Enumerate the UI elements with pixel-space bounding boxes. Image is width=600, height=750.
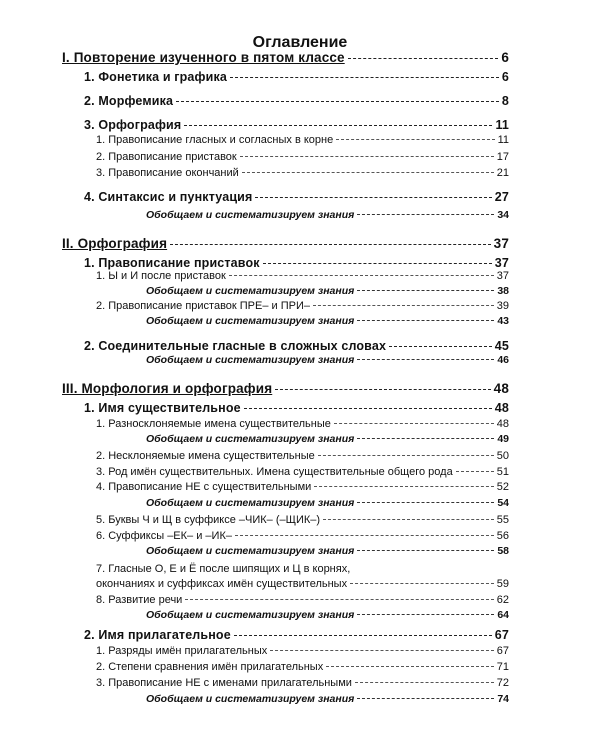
- toc-summary-row: [146, 693, 509, 705]
- dot-leader: [456, 471, 494, 472]
- toc-subsection-row: [96, 578, 509, 591]
- toc-page-number: 49: [497, 433, 509, 445]
- toc-subsection-row: [96, 466, 509, 479]
- toc-page-number: 17: [496, 151, 509, 163]
- toc-page-number: 6: [501, 50, 509, 65]
- toc-entry-title: II. Орфография: [62, 236, 168, 251]
- toc-subsection-row: [96, 514, 509, 527]
- toc-page-number: 59: [496, 578, 509, 590]
- dot-leader: [389, 346, 492, 347]
- dot-leader: [235, 535, 494, 536]
- dot-leader: [357, 614, 494, 615]
- toc-entry-title: Обобщаем и систематизируем знания: [146, 433, 355, 445]
- toc-entry-title: 2. Соединительные гласные в сложных словах: [84, 339, 387, 353]
- dot-leader: [240, 156, 494, 157]
- toc-page-number: 38: [497, 285, 509, 297]
- toc-summary-row: [146, 545, 509, 557]
- toc-subsection-row: [96, 270, 509, 283]
- toc-page-number: 56: [496, 530, 509, 542]
- toc-part-row: [62, 236, 509, 252]
- dot-leader: [234, 635, 492, 636]
- dot-leader: [244, 408, 492, 409]
- dot-leader: [357, 698, 494, 699]
- toc-page-number: 72: [496, 677, 509, 689]
- toc-subsection-row: [96, 418, 509, 431]
- toc-part-row: [62, 381, 509, 397]
- toc-entry-title: 4. Синтаксис и пунктуация: [84, 190, 253, 204]
- toc-section-row: [84, 190, 509, 204]
- toc-page-number: 11: [495, 118, 509, 132]
- toc-entry-title: 1. Правописание приставок: [84, 256, 260, 270]
- dot-leader: [275, 389, 490, 390]
- toc-entry-title: 1. Фонетика и графика: [84, 70, 227, 84]
- toc-page-number: 11: [497, 134, 509, 146]
- dot-leader: [230, 77, 499, 78]
- toc-title: Оглавление: [252, 34, 348, 51]
- toc-page-number: 51: [496, 466, 509, 478]
- toc-entry-title: 1. Ы и И после приставок: [96, 270, 226, 282]
- toc-page-number: 37: [494, 256, 509, 270]
- toc-entry-title: Обобщаем и систематизируем знания: [146, 497, 355, 509]
- toc-subsection-row: [96, 167, 509, 180]
- toc-page-number: 27: [494, 190, 509, 204]
- toc-page-number: 62: [496, 594, 509, 606]
- dot-leader: [357, 290, 494, 291]
- toc-summary-row: [146, 209, 509, 221]
- toc-page-number: 37: [493, 236, 509, 251]
- toc-entry-title: окончаниях и суффиксах имён существительных: [96, 578, 348, 590]
- toc-entry-title: Обобщаем и систематизируем знания: [146, 609, 355, 621]
- toc-subsection-row: [96, 481, 509, 494]
- toc-page-number: 39: [496, 300, 509, 312]
- toc-entry-title: 2. Морфемика: [84, 94, 174, 108]
- toc-entry-title: Обобщаем и систематизируем знания: [146, 693, 355, 705]
- dot-leader: [313, 305, 494, 306]
- toc-page-number: 55: [496, 514, 509, 526]
- toc-summary-row: [146, 609, 509, 621]
- toc-subsection-row: [96, 450, 509, 463]
- dot-leader: [326, 666, 494, 667]
- toc-summary-row: [146, 285, 509, 297]
- dot-leader: [229, 275, 494, 276]
- toc-subsection-row: [96, 677, 509, 690]
- toc-entry-title: 2. Имя прилагательное: [84, 628, 231, 642]
- toc-entry-title: 7. Гласные О, Е и Ё после шипящих и Ц в корнях,: [96, 563, 351, 575]
- toc-entry-title: 1. Правописание гласных и согласных в корне: [96, 134, 334, 146]
- toc-entry-title: Обобщаем и систематизируем знания: [146, 545, 355, 557]
- dot-leader: [357, 359, 494, 360]
- dot-leader: [348, 58, 499, 59]
- toc-page-number: 6: [501, 70, 509, 84]
- toc-page-number: 37: [496, 270, 509, 282]
- toc-page-number: 74: [497, 693, 509, 705]
- toc-entry-title: Обобщаем и систематизируем знания: [146, 209, 355, 221]
- toc-subsection-row: [96, 594, 509, 607]
- toc-entry-title: Обобщаем и систематизируем знания: [146, 285, 355, 297]
- toc-subsection-row: [96, 530, 509, 543]
- toc-entry-title: 6. Суффиксы –ЕК– и –ИК–: [96, 530, 232, 542]
- toc-subsection-row: [96, 645, 509, 658]
- toc-section-row: [84, 118, 509, 132]
- toc-page-number: 45: [494, 339, 509, 353]
- dot-leader: [350, 583, 494, 584]
- toc-page-number: 48: [493, 381, 509, 396]
- dot-leader: [176, 101, 499, 102]
- toc-section-row: [84, 256, 509, 270]
- toc-entry-title: 3. Правописание НЕ с именами прилагательными: [96, 677, 352, 689]
- dot-leader: [357, 502, 494, 503]
- toc-page-number: 34: [497, 209, 509, 221]
- dot-leader: [185, 599, 493, 600]
- toc-page-number: 48: [496, 418, 509, 430]
- toc-entry-title: Обобщаем и систематизируем знания: [146, 354, 355, 366]
- toc-page-number: 50: [496, 450, 509, 462]
- toc-entry-title: 3. Род имён существительных. Имена существительные общего рода: [96, 466, 453, 478]
- toc-subsection-row: [96, 661, 509, 674]
- toc-entry-title: 2. Степени сравнения имён прилагательных: [96, 661, 324, 673]
- toc-continuation-line: [96, 563, 509, 576]
- toc-page-number: 46: [497, 354, 509, 366]
- dot-leader: [336, 139, 494, 140]
- toc-subsection-row: [96, 300, 509, 313]
- toc-page-number: 52: [496, 481, 509, 493]
- toc-page-number: 64: [497, 609, 509, 621]
- dot-leader: [184, 125, 492, 126]
- toc-entry-title: 3. Орфография: [84, 118, 182, 132]
- toc-section-row: [84, 94, 509, 108]
- toc-summary-row: [146, 497, 509, 509]
- toc-summary-row: [146, 315, 509, 327]
- toc-page-number: 54: [497, 497, 509, 509]
- toc-entry-title: III. Морфология и орфография: [62, 381, 273, 396]
- toc-subsection-row: [96, 134, 509, 147]
- toc-entry-title: 5. Буквы Ч и Щ в суффиксе –ЧИК– (–ЩИК–): [96, 514, 321, 526]
- toc-section-row: [84, 628, 509, 642]
- dot-leader: [355, 682, 494, 683]
- toc-part-row: [62, 50, 509, 66]
- toc-entry-title: 2. Несклоняемые имена существительные: [96, 450, 315, 462]
- dot-leader: [263, 263, 492, 264]
- toc-entry-title: 1. Разносклоняемые имена существительные: [96, 418, 331, 430]
- dot-leader: [357, 320, 494, 321]
- dot-leader: [357, 550, 494, 551]
- toc-section-row: [84, 401, 509, 415]
- dot-leader: [314, 486, 493, 487]
- toc-entry-title: 2. Правописание приставок ПРЕ– и ПРИ–: [96, 300, 311, 312]
- toc-entry-title: 1. Разряды имён прилагательных: [96, 645, 268, 657]
- toc-entry-title: I. Повторение изученного в пятом классе: [62, 50, 345, 65]
- toc-summary-row: [146, 433, 509, 445]
- toc-page-number: 67: [494, 628, 509, 642]
- toc-entry-title: 4. Правописание НЕ с существительными: [96, 481, 312, 493]
- toc-page-number: 43: [497, 315, 509, 327]
- toc-entry-title: 1. Имя существительное: [84, 401, 241, 415]
- toc-page-number: 67: [496, 645, 509, 657]
- toc-page-number: 48: [494, 401, 509, 415]
- toc-section-row: [84, 70, 509, 84]
- dot-leader: [357, 438, 494, 439]
- toc-page-number: 21: [496, 167, 509, 179]
- toc-entry-title: Обобщаем и систематизируем знания: [146, 315, 355, 327]
- toc-page-number: 58: [497, 545, 509, 557]
- dot-leader: [357, 214, 494, 215]
- toc-entry-title: 2. Правописание приставок: [96, 151, 237, 163]
- toc-entry-title: 3. Правописание окончаний: [96, 167, 239, 179]
- toc-summary-row: [146, 354, 509, 366]
- dot-leader: [270, 650, 494, 651]
- dot-leader: [242, 172, 494, 173]
- dot-leader: [170, 244, 491, 245]
- toc-page-number: 71: [496, 661, 509, 673]
- dot-leader: [255, 197, 491, 198]
- toc-page-number: 8: [501, 94, 509, 108]
- toc-subsection-row: [96, 151, 509, 164]
- dot-leader: [323, 519, 494, 520]
- dot-leader: [334, 423, 494, 424]
- toc-entry-title: 8. Развитие речи: [96, 594, 183, 606]
- dot-leader: [318, 455, 494, 456]
- toc-section-row: [84, 339, 509, 353]
